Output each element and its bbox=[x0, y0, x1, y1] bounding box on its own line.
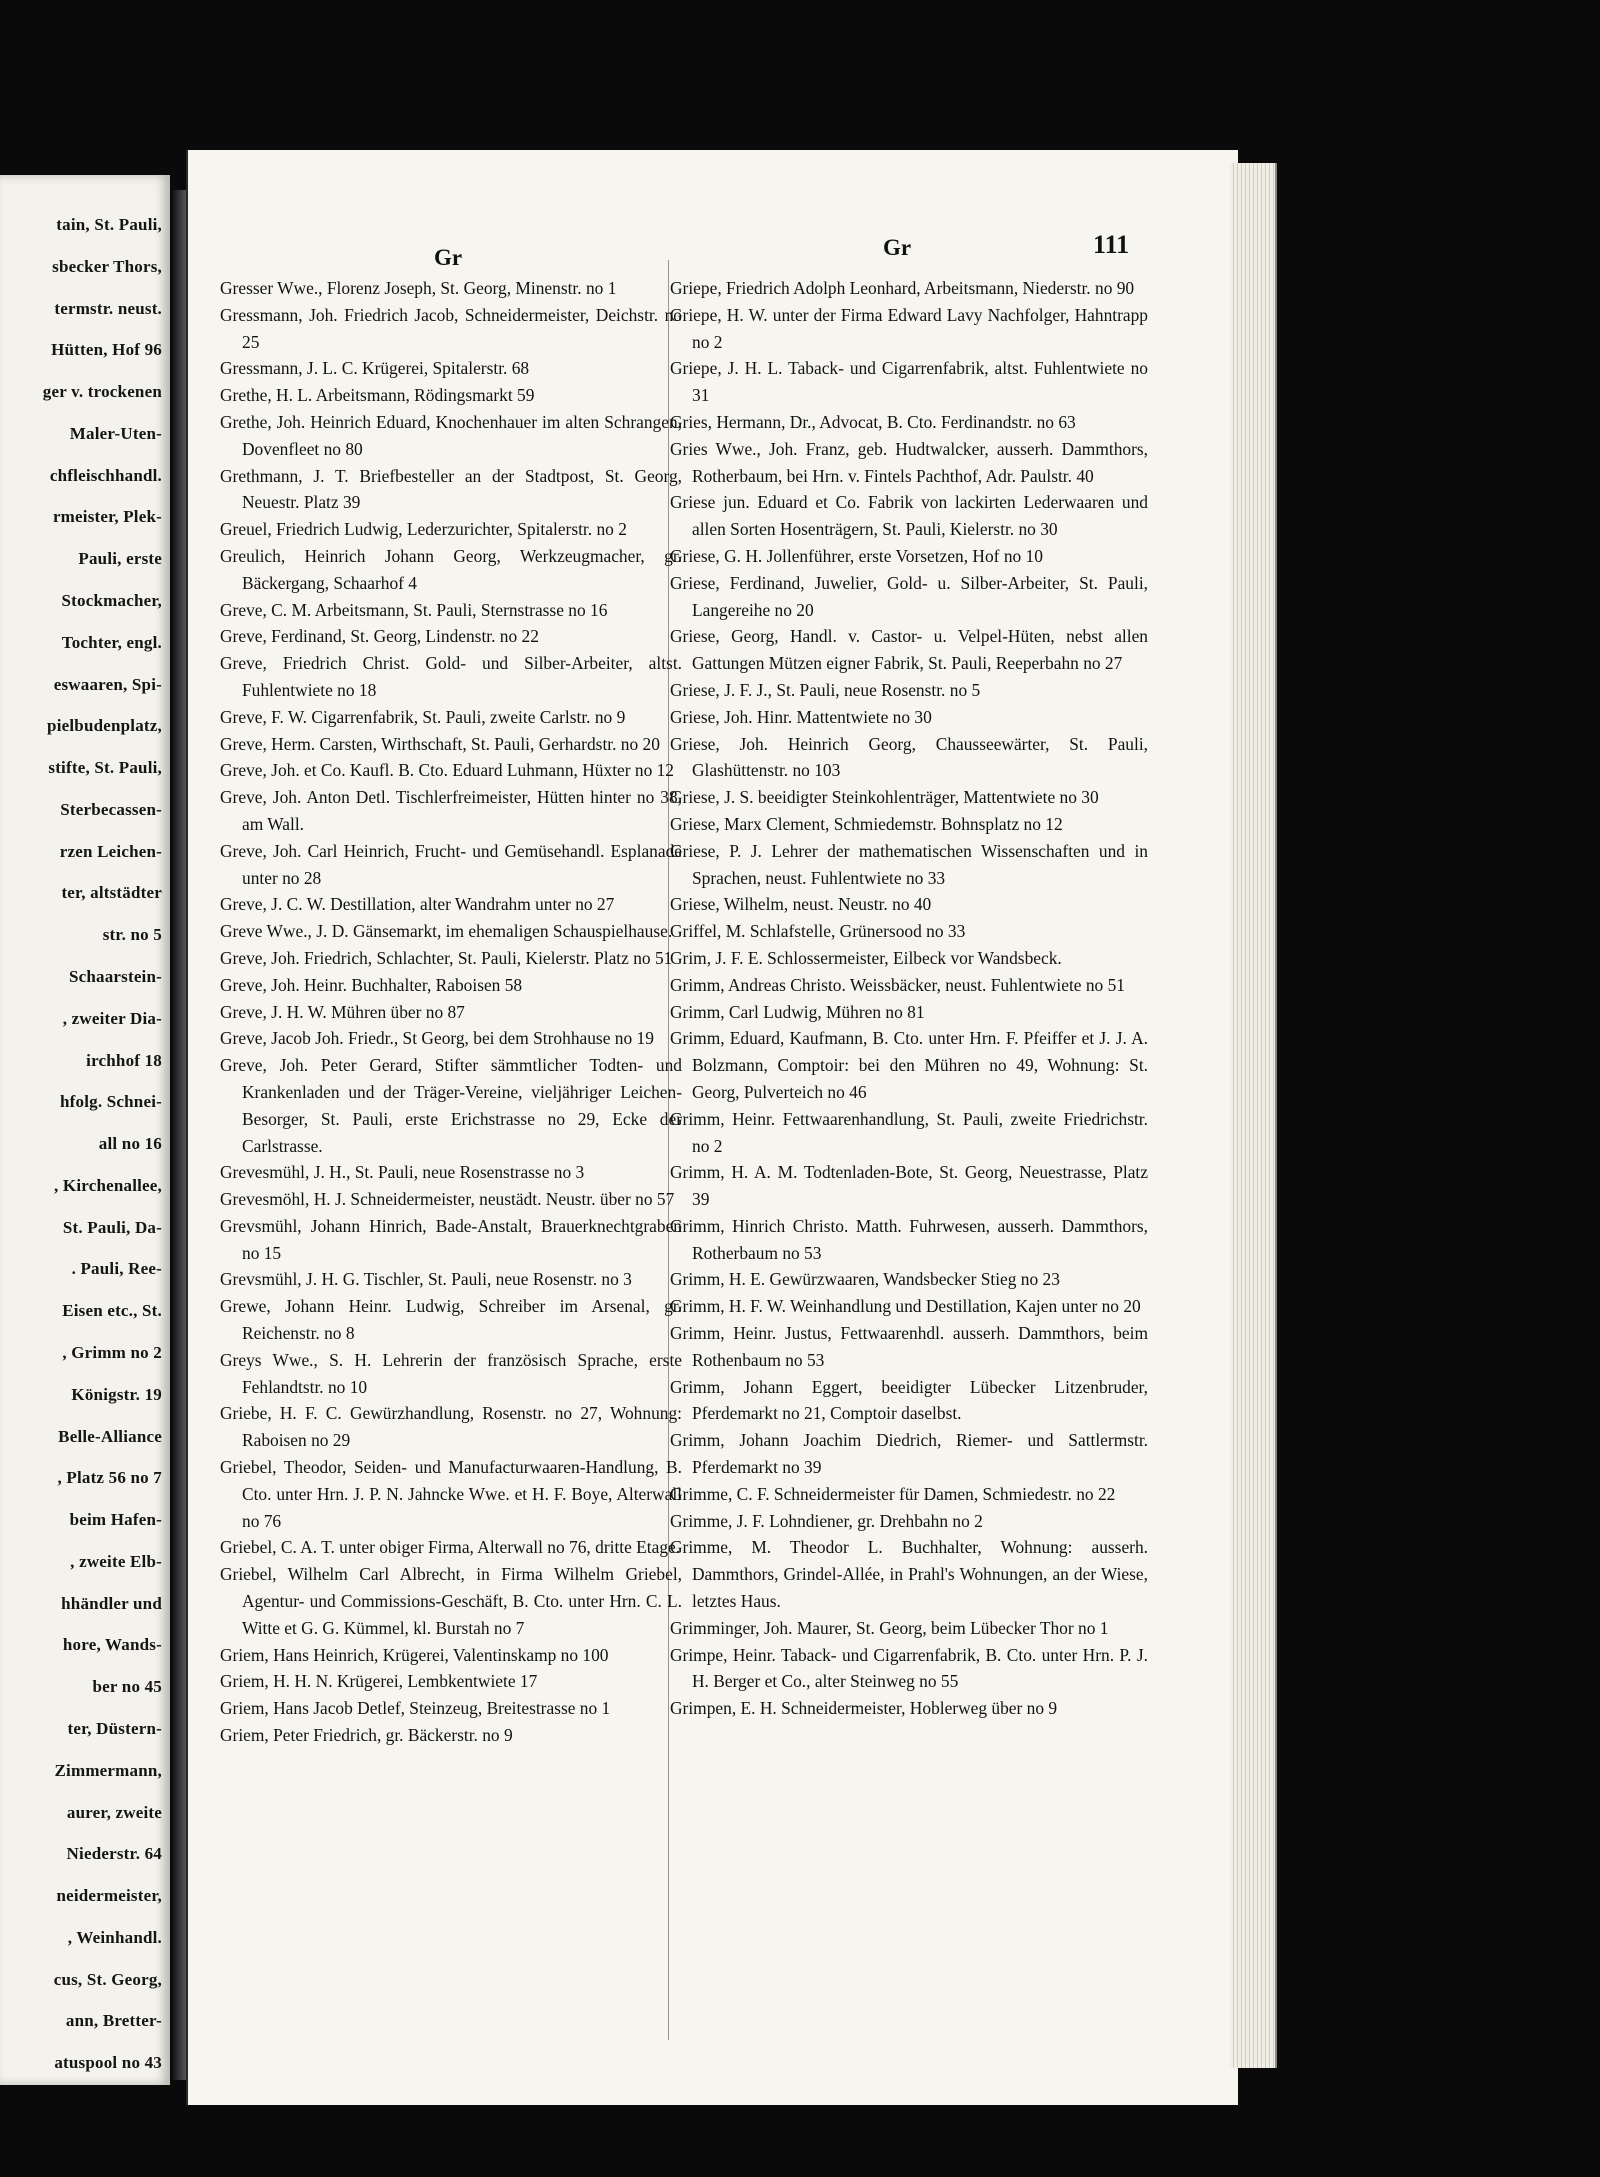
directory-entry: Grimpe, Heinr. Taback- und Cigarrenfabrik, B. Cto. unter Hrn. P. J. H. Berger et Co., alter Steinweg no 55 bbox=[670, 1644, 1148, 1692]
directory-entry: Gressmann, J. L. C. Krügerei, Spitalerstr. 68 bbox=[220, 358, 530, 379]
page-edges bbox=[1230, 163, 1277, 2068]
left-page-line: Königstr. 19 bbox=[71, 1384, 162, 1404]
directory-entry: Greve, J. H. W. Mühren über no 87 bbox=[220, 1001, 465, 1022]
left-page-line: , Kirchenallee, bbox=[54, 1175, 162, 1195]
directory-entry: Grimm, H. F. W. Weinhandlung und Destillation, Kajen unter no 20 bbox=[670, 1296, 1141, 1317]
directory-entry: Grevsmühl, J. H. G. Tischler, St. Pauli, neue Rosenstr. no 3 bbox=[220, 1269, 632, 1290]
directory-entry: Grevesmöhl, H. J. Schneidermeister, neustädt. Neustr. über no 57 bbox=[220, 1189, 675, 1210]
directory-entry: Griem, H. H. N. Krügerei, Lembkentwiete 17 bbox=[220, 1671, 538, 1692]
directory-entry: Greve, Joh. Anton Detl. Tischlerfreimeister, Hütten hinter no 38, am Wall. bbox=[220, 787, 682, 834]
left-page-line: , zweiter Dia- bbox=[62, 1008, 162, 1028]
left-page-line: Niederstr. 64 bbox=[66, 1844, 162, 1864]
directory-entry: Greve Wwe., J. D. Gänsemarkt, im ehemaligen Schauspielhause. bbox=[220, 921, 673, 942]
directory-entry: Greys Wwe., S. H. Lehrerin der französisch Sprache, erste Fehlandtstr. no 10 bbox=[220, 1349, 682, 1397]
directory-entry: Greuel, Friedrich Ludwig, Lederzurichter, Spitalerstr. no 2 bbox=[220, 519, 627, 540]
left-page-fragment bbox=[0, 175, 170, 2085]
directory-entry: Greve, Joh. Friedrich, Schlachter, St. Pauli, Kielerstr. Platz no 51 bbox=[220, 947, 673, 968]
directory-entry: Griem, Peter Friedrich, gr. Bäckerstr. no 9 bbox=[220, 1725, 513, 1746]
left-page-line: sbecker Thors, bbox=[52, 256, 162, 276]
left-page-line: Hütten, Hof 96 bbox=[51, 340, 162, 360]
directory-entry: Grethmann, J. T. Briefbesteller an der Stadtpost, St. Georg, Neuestr. Platz 39 bbox=[220, 465, 682, 513]
directory-entry: Griese, J. F. J., St. Pauli, neue Rosenstr. no 5 bbox=[670, 679, 981, 700]
directory-entry: Grimm, Johann Eggert, beeidigter Lübecker Litzenbruder, Pferdemarkt no 21, Comptoir daselbst. bbox=[670, 1376, 1148, 1424]
left-page-line: Eisen etc., St. bbox=[62, 1301, 162, 1321]
directory-entry: Griese, Joh. Hinr. Mattentwiete no 30 bbox=[670, 706, 932, 727]
left-page-line: Pauli, erste bbox=[78, 549, 162, 569]
directory-entry: Greve, Joh. Peter Gerard, Stifter sämmtlicher Todten- und Krankenladen und der Träger-Vereine, vieljähriger Leichen-Besorger, St. Pauli, erste Erichstrasse no 29, Ecke der Carlstrasse. bbox=[220, 1055, 682, 1156]
directory-entry: Grimm, Eduard, Kaufmann, B. Cto. unter Hrn. F. Pfeiffer et J. J. A. Bolzmann, Comptoir: bei den Mühren no 49, Wohnung: St. Georg, Pulverteich no 46 bbox=[670, 1028, 1148, 1102]
directory-entry: Greve, F. W. Cigarrenfabrik, St. Pauli, zweite Carlstr. no 9 bbox=[220, 706, 626, 727]
directory-entry: Greulich, Heinrich Johann Georg, Werkzeugmacher, gr. Bäckergang, Schaarhof 4 bbox=[220, 545, 682, 593]
page-number: 111 bbox=[1093, 230, 1130, 259]
directory-entry: Griese jun. Eduard et Co. Fabrik von lackirten Lederwaaren und allen Sorten Hosenträgern, St. Pauli, Kielerstr. no 30 bbox=[670, 492, 1148, 540]
directory-entry: Griffel, M. Schlafstelle, Grünersood no 33 bbox=[670, 921, 966, 942]
running-head-left: Gr bbox=[434, 245, 463, 270]
directory-entry: Griese, J. S. beeidigter Steinkohlenträger, Mattentwiete no 30 bbox=[670, 787, 1099, 808]
left-page-line: Tochter, engl. bbox=[61, 632, 162, 652]
left-page-line: ter, altstädter bbox=[61, 883, 162, 903]
directory-entry: Grimm, Carl Ludwig, Mühren no 81 bbox=[670, 1001, 925, 1022]
left-page-line: all no 16 bbox=[98, 1134, 162, 1154]
left-page-line: aurer, zweite bbox=[66, 1802, 162, 1822]
directory-entry: Greve, Friedrich Christ. Gold- und Silber-Arbeiter, altst. Fuhlentwiete no 18 bbox=[220, 653, 682, 700]
directory-entry: Grimm, H. E. Gewürzwaaren, Wandsbecker Stieg no 23 bbox=[670, 1269, 1060, 1290]
directory-entry: Griese, P. J. Lehrer der mathematischen Wissenschaften und in Sprachen, neust. Fuhlentwiete no 33 bbox=[670, 840, 1148, 888]
left-page-line: tain, St. Pauli, bbox=[56, 215, 162, 234]
directory-entry: Griese, G. H. Jollenführer, erste Vorsetzen, Hof no 10 bbox=[670, 545, 1043, 566]
directory-entry: Grimme, J. F. Lohndiener, gr. Drehbahn no 2 bbox=[670, 1510, 983, 1531]
left-page-line: , Platz 56 no 7 bbox=[57, 1468, 162, 1488]
directory-entry: Gries Wwe., Joh. Franz, geb. Hudtwalcker, ausserh. Dammthors, Rotherbaum, bei Hrn. v. Fintels Pachthof, Adr. Paulstr. 40 bbox=[670, 438, 1148, 486]
directory-entry: Greve, J. C. W. Destillation, alter Wandrahm unter no 27 bbox=[220, 894, 615, 915]
directory-entry: Griebel, Theodor, Seiden- und Manufacturwaaren-Handlung, B. Cto. unter Hrn. J. P. N. Jahncke Wwe. et H. F. Boye, Alterwall no 76 bbox=[220, 1457, 682, 1531]
directory-entry: Griepe, J. H. L. Taback- und Cigarrenfabrik, altst. Fuhlentwiete no 31 bbox=[670, 358, 1148, 406]
left-page-line: , Grimm no 2 bbox=[62, 1343, 162, 1362]
left-page-line: Zimmermann, bbox=[54, 1760, 162, 1780]
left-page-line: Sterbecassen- bbox=[60, 799, 162, 819]
left-page-line: eswaaren, Spi- bbox=[53, 674, 162, 694]
directory-entry: Greve, Herm. Carsten, Wirthschaft, St. Pauli, Gerhardstr. no 20 bbox=[220, 733, 660, 754]
left-page-line: atuspool no 43 bbox=[54, 2053, 162, 2073]
directory-entry: Griebel, C. A. T. unter obiger Firma, Alterwall no 76, dritte Etage. bbox=[220, 1537, 681, 1558]
left-page-line: hhändler und bbox=[61, 1593, 162, 1613]
book-spine bbox=[172, 190, 186, 2080]
directory-entry: Griebe, H. F. C. Gewürzhandlung, Rosenstr. no 27, Wohnung: Raboisen no 29 bbox=[220, 1403, 682, 1451]
directory-entry: Gressmann, Joh. Friedrich Jacob, Schneidermeister, Deichstr. no 25 bbox=[220, 304, 682, 352]
directory-entry: Greve, C. M. Arbeitsmann, St. Pauli, Sternstrasse no 16 bbox=[220, 599, 608, 620]
directory-entry: Grimm, Hinrich Christo. Matth. Fuhrwesen, ausserh. Dammthors, Rotherbaum no 53 bbox=[670, 1215, 1148, 1263]
left-page-line: stifte, St. Pauli, bbox=[48, 758, 162, 778]
left-page-line: , zweite Elb- bbox=[70, 1551, 162, 1571]
directory-column-left bbox=[220, 275, 682, 1749]
directory-entry: Griese, Joh. Heinrich Georg, Chausseewärter, St. Pauli, Glashüttenstr. no 103 bbox=[670, 733, 1148, 781]
directory-entry: Griebel, Wilhelm Carl Albrecht, in Firma Wilhelm Griebel, Agentur- und Commissions-Geschäft, B. Cto. unter Hrn. C. L. Witte et G. G. Kümmel, kl. Burstah no 7 bbox=[220, 1564, 682, 1638]
left-page-line: hore, Wands- bbox=[62, 1635, 162, 1655]
left-page-line: . Pauli, Ree- bbox=[71, 1259, 162, 1279]
left-page-line: str. no 5 bbox=[102, 925, 162, 945]
directory-entry: Grevesmühl, J. H., St. Pauli, neue Rosenstrasse no 3 bbox=[220, 1162, 585, 1183]
directory-entry: Greve, Joh. Carl Heinrich, Frucht- und Gemüsehandl. Esplanade unter no 28 bbox=[220, 840, 682, 888]
directory-entry: Grewe, Johann Heinr. Ludwig, Schreiber im Arsenal, gr. Reichenstr. no 8 bbox=[220, 1296, 682, 1344]
directory-entry: Grimm, H. A. M. Todtenladen-Bote, St. Georg, Neuestrasse, Platz 39 bbox=[670, 1162, 1148, 1210]
left-page-line: Maler-Uten- bbox=[69, 423, 162, 443]
left-page-line: Stockmacher, bbox=[61, 591, 162, 610]
left-page-line: St. Pauli, Da- bbox=[62, 1217, 162, 1237]
directory-entry: Grim, J. F. E. Schlossermeister, Eilbeck vor Wandsbeck. bbox=[670, 947, 1062, 968]
left-page-line: beim Hafen- bbox=[69, 1510, 162, 1530]
left-page-line: cus, St. Georg, bbox=[53, 1969, 162, 1989]
left-page-line: termstr. neust. bbox=[54, 298, 162, 318]
directory-entry: Grimminger, Joh. Maurer, St. Georg, beim Lübecker Thor no 1 bbox=[670, 1617, 1109, 1638]
directory-entry: Griese, Georg, Handl. v. Castor- u. Velpel-Hüten, nebst allen Gattungen Mützen eigner Fabrik, St. Pauli, Reeperbahn no 27 bbox=[670, 626, 1148, 674]
left-page-line: pielbudenplatz, bbox=[47, 716, 162, 736]
directory-entry: Grethe, H. L. Arbeitsmann, Rödingsmarkt 59 bbox=[220, 385, 535, 406]
left-page-line: Belle-Alliance bbox=[58, 1426, 162, 1446]
running-head-right: Gr bbox=[883, 235, 912, 260]
directory-entry: Gries, Hermann, Dr., Advocat, B. Cto. Ferdinandstr. no 63 bbox=[670, 411, 1076, 432]
directory-entry: Grimm, Heinr. Justus, Fettwaarenhdl. ausserh. Dammthors, beim Rothenbaum no 53 bbox=[670, 1323, 1148, 1370]
left-page-line: irchhof 18 bbox=[86, 1050, 162, 1070]
directory-entry: Griese, Ferdinand, Juwelier, Gold- u. Silber-Arbeiter, St. Pauli, Langereihe no 20 bbox=[670, 572, 1148, 620]
directory-entry: Grethe, Joh. Heinrich Eduard, Knochenhauer im alten Schrangen, Dovenfleet no 80 bbox=[220, 411, 682, 459]
left-page-line: rzen Leichen- bbox=[59, 841, 162, 861]
left-page-line: chfleischhandl. bbox=[49, 465, 162, 485]
directory-column-right bbox=[670, 275, 1148, 1722]
left-page-line: , Weinhandl. bbox=[67, 1927, 162, 1947]
left-page-line: rmeister, Plek- bbox=[52, 507, 162, 527]
left-page-line: ber no 45 bbox=[92, 1677, 162, 1697]
left-page-line: ger v. trockenen bbox=[42, 382, 162, 402]
directory-entry: Greve, Ferdinand, St. Georg, Lindenstr. no 22 bbox=[220, 626, 539, 647]
directory-entry: Grimme, M. Theodor L. Buchhalter, Wohnung: ausserh. Dammthors, Grindel-Allée, in Prahl's Wohnungen, an der Wiese, letztes Haus. bbox=[670, 1537, 1148, 1612]
left-page-line: neidermeister, bbox=[56, 1886, 162, 1906]
directory-entry: Griem, Hans Jacob Detlef, Steinzeug, Breitestrasse no 1 bbox=[220, 1698, 611, 1719]
directory-entry: Grimm, Andreas Christo. Weissbäcker, neust. Fuhlentwiete no 51 bbox=[670, 974, 1125, 995]
directory-entry: Grimpen, E. H. Schneidermeister, Hoblerweg über no 9 bbox=[670, 1698, 1058, 1719]
directory-entry: Grimme, C. F. Schneidermeister für Damen, Schmiedestr. no 22 bbox=[670, 1483, 1116, 1504]
directory-entry: Grimm, Johann Joachim Diedrich, Riemer- und Sattlermstr. Pferdemarkt no 39 bbox=[670, 1430, 1148, 1478]
directory-entry: Grimm, Heinr. Fettwaarenhandlung, St. Pauli, zweite Friedrichstr. no 2 bbox=[670, 1108, 1148, 1156]
directory-entry: Gresser Wwe., Florenz Joseph, St. Georg, Minenstr. no 1 bbox=[220, 278, 617, 298]
directory-entry: Griem, Hans Heinrich, Krügerei, Valentinskamp no 100 bbox=[220, 1644, 609, 1665]
left-page-line: Schaarstein- bbox=[68, 967, 162, 986]
directory-entry: Greve, Joh. et Co. Kaufl. B. Cto. Eduard Luhmann, Hüxter no 12 bbox=[220, 760, 675, 781]
left-page-line: hfolg. Schnei- bbox=[60, 1092, 162, 1112]
directory-entry: Griese, Marx Clement, Schmiedemstr. Bohnsplatz no 12 bbox=[670, 813, 1063, 834]
directory-entry: Griepe, Friedrich Adolph Leonhard, Arbeitsmann, Niederstr. no 90 bbox=[670, 278, 1135, 298]
directory-entry: Greve, Jacob Joh. Friedr., St Georg, bei dem Strohhause no 19 bbox=[220, 1028, 654, 1049]
directory-entry: Griepe, H. W. unter der Firma Edward Lavy Nachfolger, Hahntrapp no 2 bbox=[670, 304, 1148, 352]
left-page-line: ter, Düstern- bbox=[67, 1719, 162, 1738]
directory-entry: Greve, Joh. Heinr. Buchhalter, Raboisen 58 bbox=[220, 974, 523, 995]
left-page-line: ann, Bretter- bbox=[65, 2011, 162, 2031]
directory-entry: Griese, Wilhelm, neust. Neustr. no 40 bbox=[670, 894, 932, 915]
directory-entry: Grevsmühl, Johann Hinrich, Bade-Anstalt, Brauerknechtgraben no 15 bbox=[220, 1215, 682, 1263]
